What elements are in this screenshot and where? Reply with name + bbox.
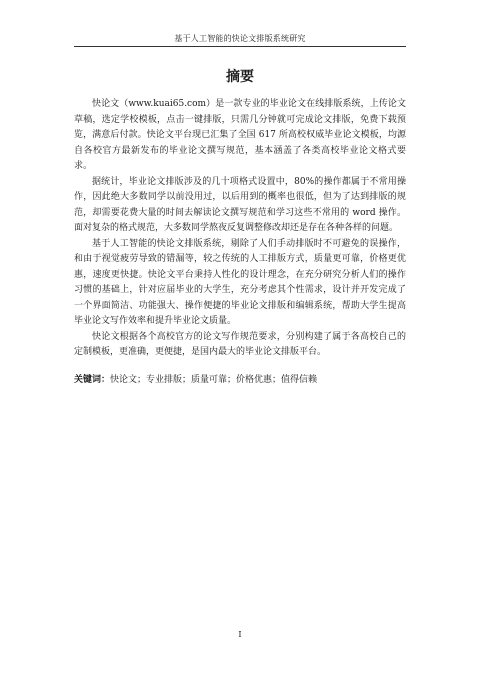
abstract-paragraph: 据统计，毕业论文排版涉及的几十项格式设置中，80%的操作都属于不常用操作，因此绝大多数同学以前没用过，以后用到的概率也很低，但为了达到排版的规范，却需要花费大量的时间去解读论文撰写规范和学习这些不常用的 word 操作。面对复杂的格式规范，大多数同学熬夜反复调整修改却还是存在各种各样的问题。: [74, 176, 406, 233]
page-number: I: [238, 630, 242, 639]
abstract-body: [74, 97, 406, 388]
abstract-paragraph: 快论文根据各个高校官方的论文写作规范要求，分别构建了属于各高校自己的定制模板，更准确，更便捷，是国内最大的毕业论文排版平台。: [74, 331, 406, 357]
keywords-label: 关键词：: [74, 374, 111, 385]
running-header: 基于人工智能的快论文排版系统研究: [174, 34, 306, 43]
header-divider: [74, 46, 406, 47]
keywords-text: 快论文；专业排版；质量可靠；价格优惠；值得信赖: [110, 374, 318, 385]
keywords-line: [74, 373, 406, 389]
abstract-title: 摘要: [226, 69, 254, 85]
abstract-paragraph: 基于人工智能的快论文排版系统，剔除了人们手动排版时不可避免的误操作，和由于视觉疲劳导致的错漏等，较之传统的人工排版方式，质量更可靠，价格更优惠，速度更快捷。快论文平台秉持人性化的设计理念，在充分研究分析人们的操作习惯的基础上，针对应届毕业的大学生，充分考虑其个性需求，设计并开发完成了一个界面简洁、功能强大、操作便捷的毕业论文排版和编辑系统，帮助大学生提高毕业论文写作效率和提升毕业论文质量。: [74, 238, 406, 326]
abstract-paragraph: 快论文（www.kuai65.com）是一款专业的毕业论文在线排版系统，上传论文草稿，选定学校模板，点击一键排版，只需几分钟就可完成论文排版，免费下载预览，满意后付款。快论文平台现已汇集了全国 617 所高校权威毕业论文模板，均源自各校官方最新发布的毕业论文撰写规范，基本涵盖了各类高校毕业论文格式要求。: [74, 99, 406, 171]
